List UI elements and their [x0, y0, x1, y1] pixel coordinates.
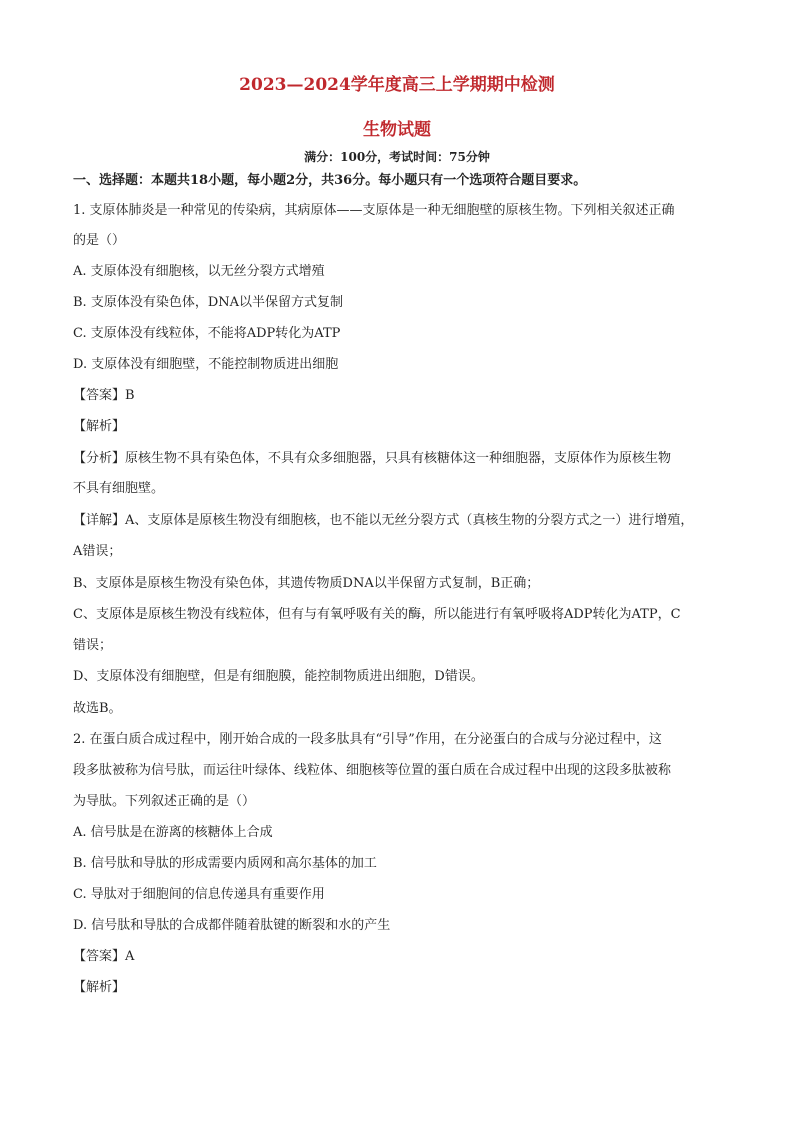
- section-heading: 一、选择题：本题共18小题，每小题2分，共36分。每小题只有一个选项符合题目要求。: [73, 173, 587, 188]
- q2-option-a: A. 信号肽是在游离的核糖体上合成: [73, 825, 273, 840]
- q1-conclusion: 故选B。: [73, 701, 122, 716]
- q1-fenxi-line2: 不具有细胞壁。: [73, 481, 165, 496]
- q2-option-c: C. 导肽对于细胞间的信息传递具有重要作用: [73, 887, 325, 902]
- q2-stem-line1: 2. 在蛋白质合成过程中，刚开始合成的一段多肽具有“引导”作用，在分泌蛋白的合成与分泌过程中，这: [73, 732, 662, 747]
- q1-option-d: D. 支原体没有细胞壁，不能控制物质进出细胞: [73, 357, 339, 372]
- q1-detail-line2: A错误；: [73, 544, 122, 559]
- exam-meta: 满分：100分，考试时间：75分钟: [304, 150, 490, 164]
- q2-analysis-label: 【解析】: [73, 980, 126, 995]
- q1-answer: 【答案】B: [73, 388, 135, 403]
- q2-stem-line3: 为导肽。下列叙述正确的是（）: [73, 794, 256, 809]
- q1-detail-line4: C、支原体是原核生物没有线粒体，但有与有氧呼吸有关的酶，所以能进行有氧呼吸将ADP转化为ATP，C: [73, 607, 681, 622]
- q1-detail-line6: D、支原体没有细胞壁，但是有细胞膜，能控制物质进出细胞，D错误。: [73, 669, 484, 684]
- q2-stem-line2: 段多肽被称为信号肽，而运往叶绿体、线粒体、细胞核等位置的蛋白质在合成过程中出现的这段多肽被称: [73, 763, 672, 778]
- q1-stem-line2: 的是（）: [73, 233, 126, 248]
- q1-option-c: C. 支原体没有线粒体，不能将ADP转化为ATP: [73, 326, 341, 341]
- q1-option-b: B. 支原体没有染色体，DNA以半保留方式复制: [73, 295, 344, 310]
- q2-option-d: D. 信号肽和导肽的合成都伴随着肽键的断裂和水的产生: [73, 918, 391, 933]
- exam-title: 2023—2024学年度高三上学期期中检测: [239, 75, 555, 95]
- q1-option-a: A. 支原体没有细胞核，以无丝分裂方式增殖: [73, 264, 325, 279]
- q2-option-b: B. 信号肽和导肽的形成需要内质网和高尔基体的加工: [73, 856, 377, 871]
- q1-analysis-label: 【解析】: [73, 419, 126, 434]
- q1-detail-line5: 错误；: [73, 638, 113, 653]
- q1-stem-line1: 1. 支原体肺炎是一种常见的传染病，其病原体——支原体是一种无细胞壁的原核生物。下列相关叙述正确: [73, 203, 675, 218]
- exam-subject: 生物试题: [363, 120, 431, 140]
- q1-fenxi-line1: 【分析】原核生物不具有染色体，不具有众多细胞器，只具有核糖体这一种细胞器，支原体作为原核生物: [73, 451, 672, 466]
- q2-answer: 【答案】A: [73, 949, 135, 964]
- q1-detail-line1: 【详解】A、支原体是原核生物没有细胞核，也不能以无丝分裂方式（真核生物的分裂方式之一）进行增殖，: [73, 513, 694, 528]
- q1-detail-line3: B、支原体是原核生物没有染色体，其遗传物质DNA以半保留方式复制，B正确；: [73, 576, 540, 591]
